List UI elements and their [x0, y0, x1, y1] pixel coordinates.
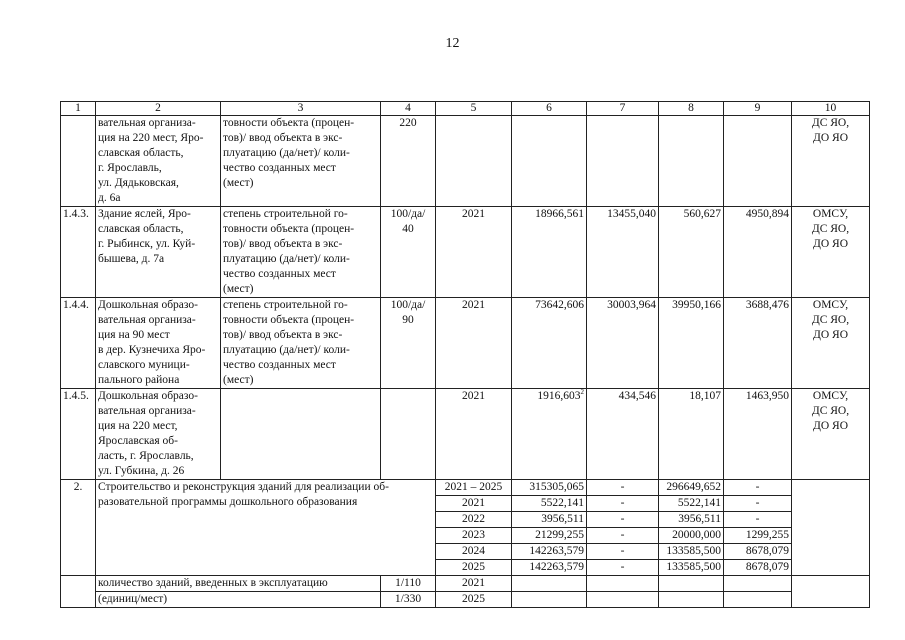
s2-federal: - [587, 496, 659, 512]
empty-cell [724, 576, 792, 592]
s2-year: 2021 – 2025 [436, 480, 512, 496]
s2-federal: - [587, 560, 659, 576]
s2-indicator-line1: количество зданий, введенных в эксплуатацию [96, 576, 381, 592]
s2-regional: 133585,500 [659, 560, 724, 576]
s2-executor [792, 480, 870, 576]
s2-year: 2021 [436, 496, 512, 512]
header-cell: 6 [512, 102, 587, 116]
s2-federal: - [587, 544, 659, 560]
s2-municipal: 1299,255 [724, 528, 792, 544]
section2-number: 2. [61, 480, 96, 576]
table-row [61, 116, 870, 207]
s2-year: 2023 [436, 528, 512, 544]
item-total [512, 116, 587, 207]
footnote-mark: 2 [580, 388, 584, 397]
item-regional: 560,627 [659, 207, 724, 298]
item-executor: ОМСУ, ДС ЯО, ДО ЯО [792, 389, 870, 480]
s2-municipal: - [724, 512, 792, 528]
item-number: 1.4.4. [61, 298, 96, 389]
header-cell: 5 [436, 102, 512, 116]
s2-total: 315305,065 [512, 480, 587, 496]
s2-year: 2025 [436, 560, 512, 576]
s2-total: 21299,255 [512, 528, 587, 544]
item-regional [659, 116, 724, 207]
empty-cell [659, 592, 724, 608]
item-indicator: степень строительной го- товности объекта (процен- тов)/ ввод объекта в экс- плуатацию (да/нет)/ коли- чество созданных мест (мест) [221, 207, 381, 298]
item-executor: ДС ЯО, ДО ЯО [792, 116, 870, 207]
header-cell: 2 [96, 102, 221, 116]
header-cell: 8 [659, 102, 724, 116]
s2-federal: - [587, 480, 659, 496]
header-cell: 10 [792, 102, 870, 116]
item-regional: 39950,166 [659, 298, 724, 389]
s2-municipal: - [724, 480, 792, 496]
table-row [61, 298, 870, 389]
table-row [61, 207, 870, 298]
s2-municipal: - [724, 496, 792, 512]
item-federal: 30003,964 [587, 298, 659, 389]
item-executor: ОМСУ, ДС ЯО, ДО ЯО [792, 207, 870, 298]
item-total-value: 1916,603 [537, 390, 581, 402]
item-federal [587, 116, 659, 207]
empty-cell [61, 576, 96, 608]
s2-indicator-year: 2021 [436, 576, 512, 592]
item-total: 73642,606 [512, 298, 587, 389]
s2-federal: - [587, 512, 659, 528]
item-federal: 434,546 [587, 389, 659, 480]
s2-regional: 3956,511 [659, 512, 724, 528]
s2-municipal: 8678,079 [724, 544, 792, 560]
item-executor: ОМСУ, ДС ЯО, ДО ЯО [792, 298, 870, 389]
item-regional: 18,107 [659, 389, 724, 480]
item-indicator [221, 389, 381, 480]
item-year: 2021 [436, 298, 512, 389]
empty-cell [587, 576, 659, 592]
item-name: Дошкольная образо- вательная организа- ция на 220 мест, Ярославская об- ласть, г. Ярославль, ул. Губкина, д. 26 [96, 389, 221, 480]
header-cell: 4 [381, 102, 436, 116]
empty-cell [512, 576, 587, 592]
table-row [61, 389, 870, 480]
s2-total: 142263,579 [512, 544, 587, 560]
empty-cell [659, 576, 724, 592]
s2-year: 2022 [436, 512, 512, 528]
indicator-row [61, 576, 870, 592]
s2-regional: 5522,141 [659, 496, 724, 512]
item-name: Дошкольная образо- вательная организа- ция на 90 мест в дер. Кузнечиха Яро- славского муници- пального района [96, 298, 221, 389]
indicator-row [61, 592, 870, 608]
item-indicator: степень строительной го- товности объекта (процен- тов)/ ввод объекта в экс- плуатацию (да/нет)/ коли- чество созданных мест (мест) [221, 298, 381, 389]
item-municipal [724, 116, 792, 207]
s2-regional: 296649,652 [659, 480, 724, 496]
s2-total: 5522,141 [512, 496, 587, 512]
item-value [381, 389, 436, 480]
item-year [436, 116, 512, 207]
item-total [512, 389, 587, 480]
header-cell: 1 [61, 102, 96, 116]
item-number [61, 116, 96, 207]
item-municipal: 4950,894 [724, 207, 792, 298]
item-year: 2021 [436, 207, 512, 298]
header-cell: 3 [221, 102, 381, 116]
header-row [61, 102, 870, 116]
s2-indicator-line2: (единиц/мест) [96, 592, 381, 608]
item-number: 1.4.3. [61, 207, 96, 298]
item-number: 1.4.5. [61, 389, 96, 480]
header-cell: 7 [587, 102, 659, 116]
program-table [60, 101, 870, 608]
section2-title: Строительство и реконструкция зданий для реализации об- разовательной программы дошкольного образования [96, 480, 436, 576]
item-federal: 13455,040 [587, 207, 659, 298]
item-municipal: 1463,950 [724, 389, 792, 480]
item-indicator: товности объекта (процен- тов)/ ввод объекта в экс- плуатацию (да/нет)/ коли- чество созданных мест (мест) [221, 116, 381, 207]
empty-cell [792, 576, 870, 608]
item-year: 2021 [436, 389, 512, 480]
empty-cell [512, 592, 587, 608]
empty-cell [587, 592, 659, 608]
empty-cell [724, 592, 792, 608]
s2-indicator-year: 2025 [436, 592, 512, 608]
item-municipal: 3688,476 [724, 298, 792, 389]
item-value: 100/да/ 40 [381, 207, 436, 298]
item-name: вательная организа- ция на 220 мест, Яро- славская область, г. Ярославль, ул. Дядьковская, д. 6а [96, 116, 221, 207]
item-name: Здание яслей, Яро- славская область, г. Рыбинск, ул. Куй- бышева, д. 7а [96, 207, 221, 298]
header-cell: 9 [724, 102, 792, 116]
s2-total: 142263,579 [512, 560, 587, 576]
s2-regional: 133585,500 [659, 544, 724, 560]
s2-municipal: 8678,079 [724, 560, 792, 576]
item-value: 220 [381, 116, 436, 207]
s2-indicator-value: 1/110 [381, 576, 436, 592]
item-total: 18966,561 [512, 207, 587, 298]
s2-regional: 20000,000 [659, 528, 724, 544]
s2-indicator-value: 1/330 [381, 592, 436, 608]
item-value: 100/да/ 90 [381, 298, 436, 389]
section2-row [61, 480, 870, 496]
page-number: 12 [445, 36, 460, 51]
s2-federal: - [587, 528, 659, 544]
s2-total: 3956,511 [512, 512, 587, 528]
s2-year: 2024 [436, 544, 512, 560]
